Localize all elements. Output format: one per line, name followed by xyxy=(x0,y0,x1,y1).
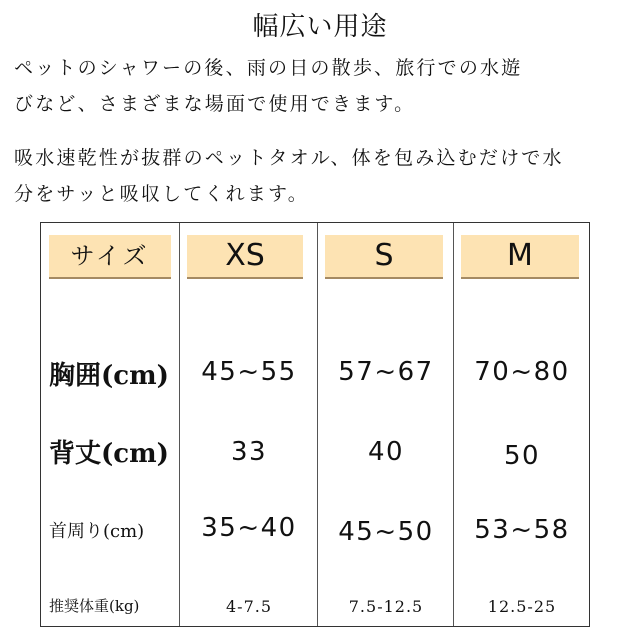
chest-m-value: 70~80 xyxy=(474,357,570,387)
column-divider xyxy=(179,223,180,626)
back-length-xs-value: 33 xyxy=(230,437,268,467)
paragraph-line: びなど、さまざまな場面で使用できます。 xyxy=(14,93,416,115)
weight-m-value: 12.5-25 xyxy=(487,597,557,616)
row-label-weight: 推奨体重(kg) xyxy=(49,597,140,615)
paragraph-line: 分をサッと吸収してくれます。 xyxy=(14,183,309,205)
weight-s-value: 7.5-12.5 xyxy=(348,597,424,616)
paragraph-line: ペットのシャワーの後、雨の日の散歩、旅行での水遊 xyxy=(14,57,523,79)
description-paragraph-2 xyxy=(14,140,630,212)
neck-xs-value: 35~40 xyxy=(201,513,297,543)
size-header-m: M xyxy=(461,235,579,277)
size-header-xs: XS xyxy=(187,235,303,277)
size-chart-table xyxy=(40,222,590,627)
row-label-neck: 首周り(cm) xyxy=(49,521,145,542)
chest-xs-value: 45~55 xyxy=(201,357,297,387)
description-paragraph-1 xyxy=(14,50,630,122)
column-divider xyxy=(453,223,454,626)
size-header-s: S xyxy=(325,235,443,277)
chest-s-value: 57~67 xyxy=(338,357,434,387)
size-header-label: サイズ xyxy=(49,235,171,277)
page-title: 幅広い用途 xyxy=(252,12,388,42)
row-label-back-length: 背丈(cm) xyxy=(49,439,169,469)
column-divider xyxy=(317,223,318,626)
row-label-chest: 胸囲(cm) xyxy=(49,361,169,391)
neck-s-value: 45~50 xyxy=(338,517,434,547)
back-length-s-value: 40 xyxy=(367,437,405,467)
paragraph-line: 吸水速乾性が抜群のペットタオル、体を包み込むだけで水 xyxy=(14,147,564,169)
neck-m-value: 53~58 xyxy=(474,515,570,545)
back-length-m-value: 50 xyxy=(503,441,541,471)
weight-xs-value: 4-7.5 xyxy=(225,597,273,616)
